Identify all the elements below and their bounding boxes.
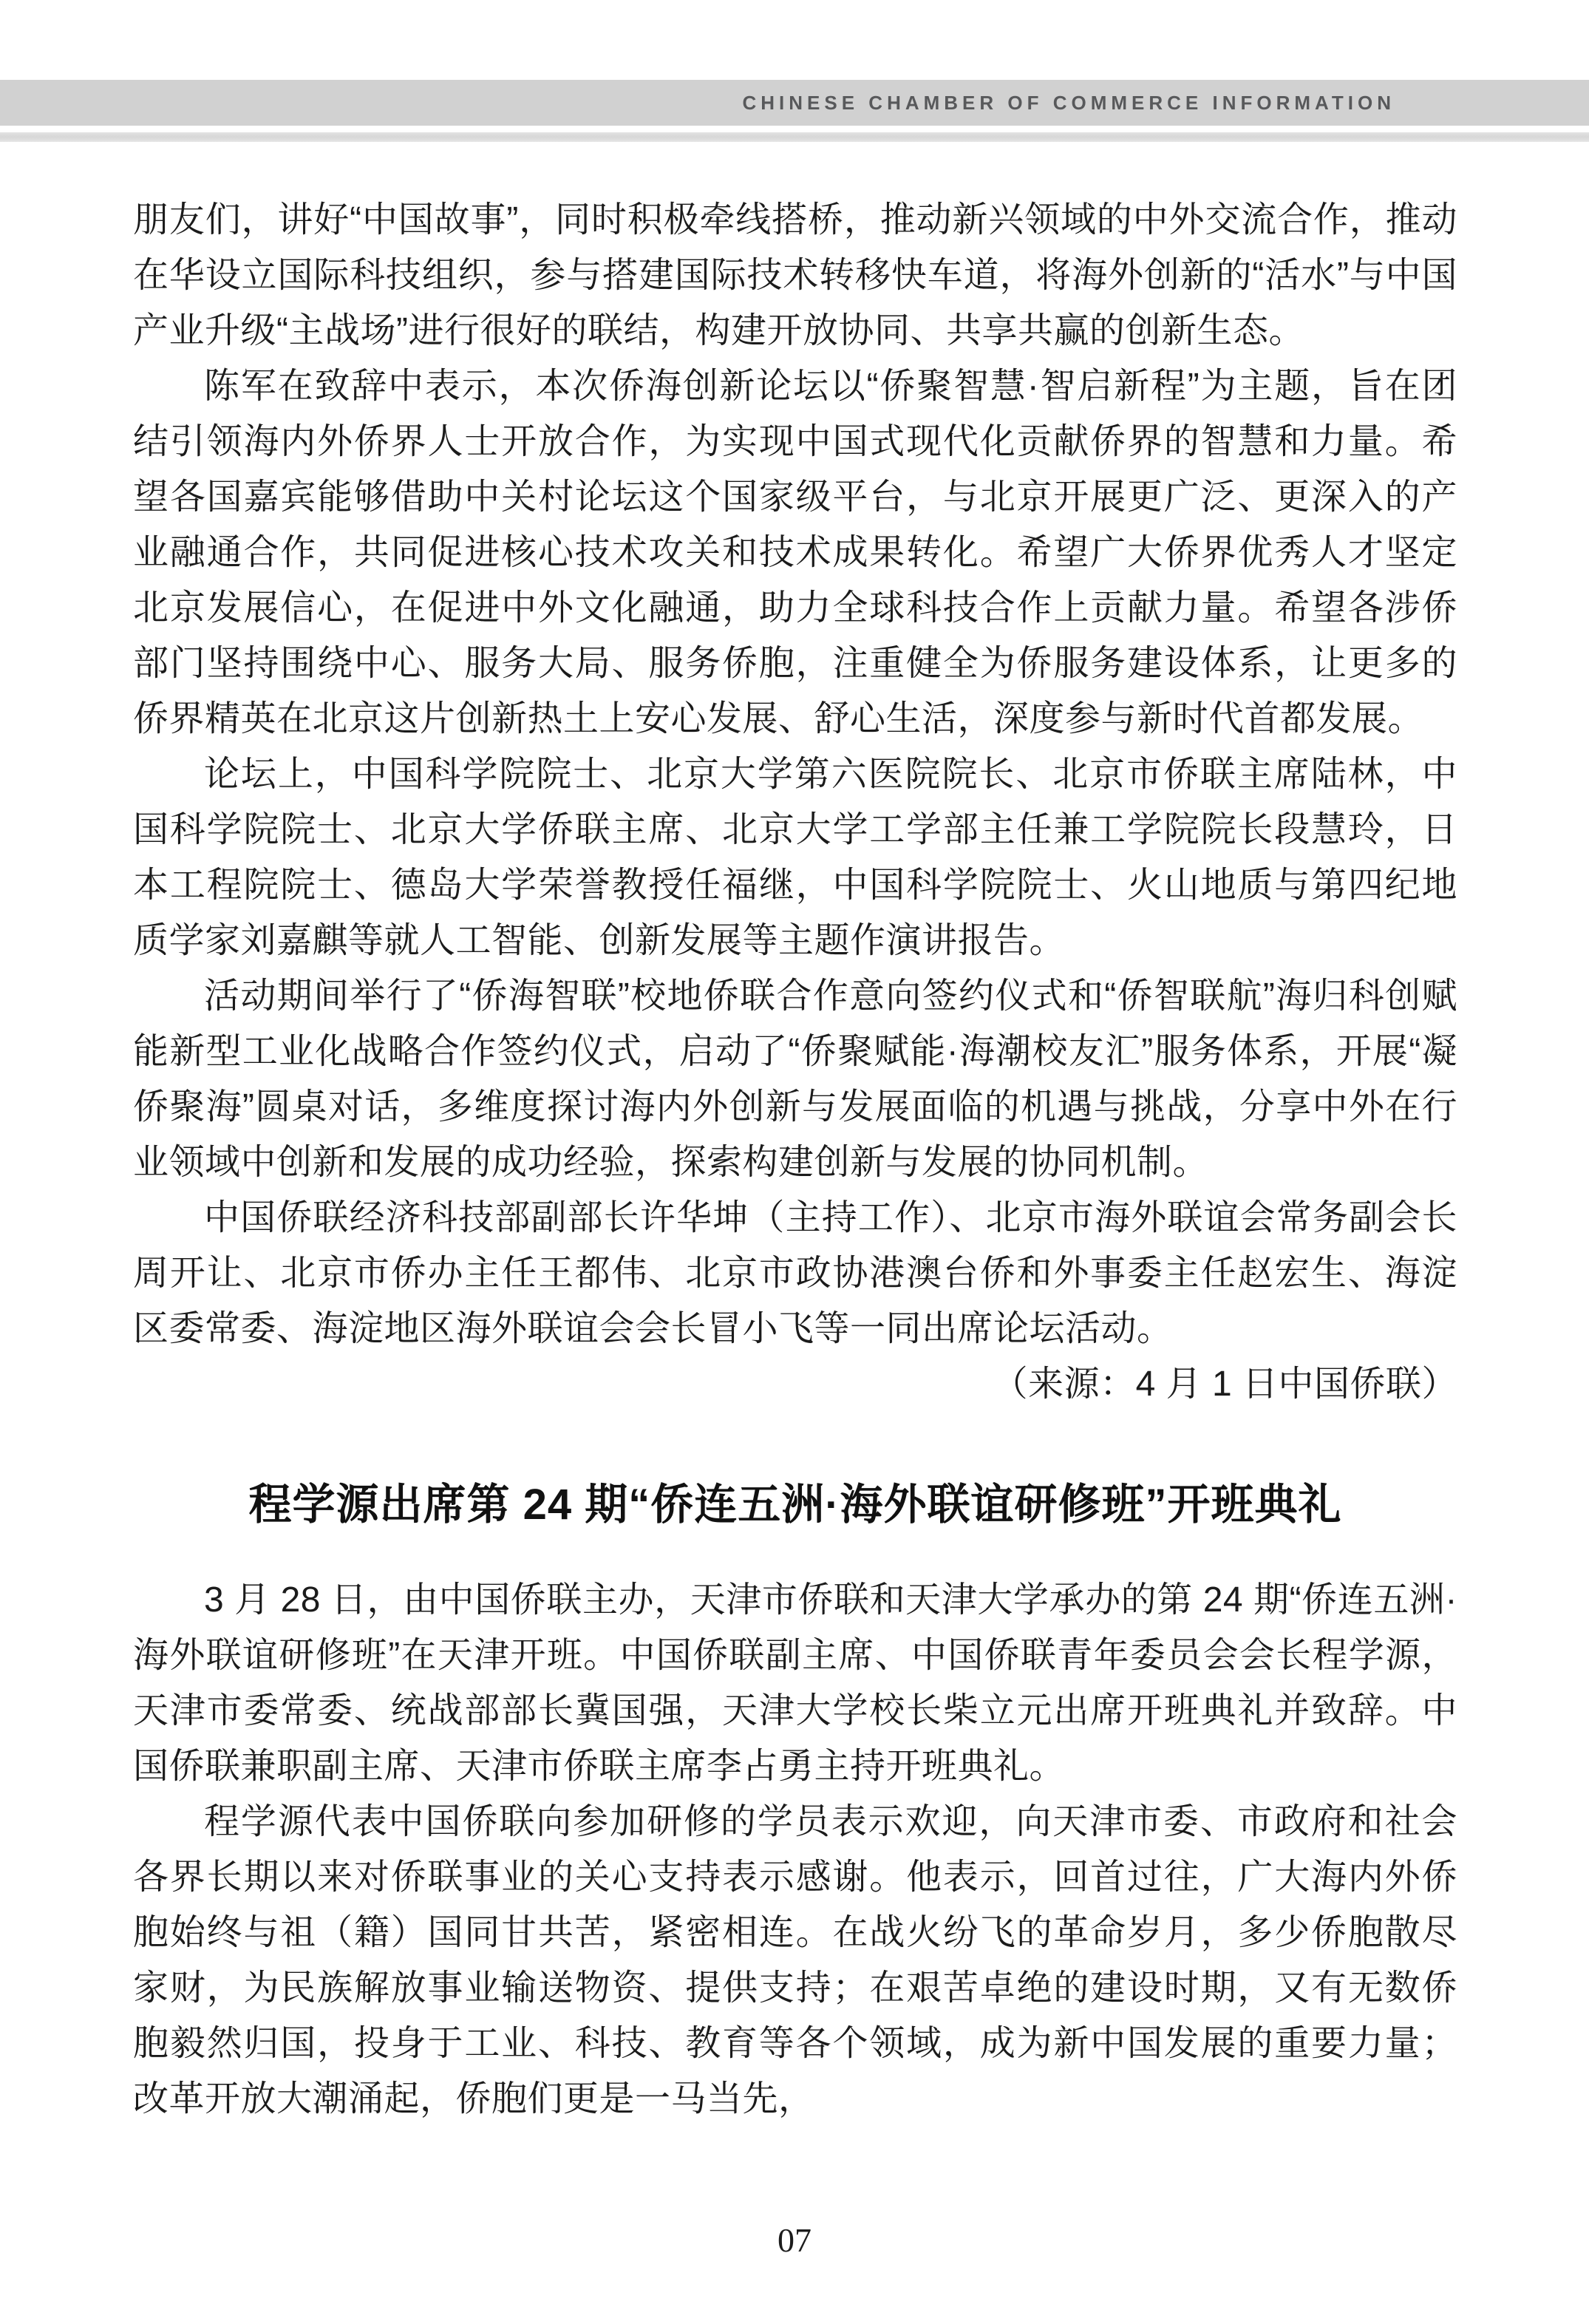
document-page [0, 80, 1589, 2324]
header-accent-bar [0, 132, 1589, 142]
document-body [0, 192, 1589, 2127]
paragraph: 活动期间举行了“侨海智联”校地侨联合作意向签约仪式和“侨智联航”海归科创赋能新型工业化战略合作签约仪式，启动了“侨聚赋能·海潮校友汇”服务体系，开展“凝侨聚海”圆桌对话，多维度探讨海内外创新与发展面临的机遇与挑战，分享中外在行业领域中创新和发展的成功经验，探索构建创新与发展的协同机制。 [133, 976, 1457, 1182]
article-1 [133, 192, 1457, 1404]
paragraph: 3 月 28 日，由中国侨联主办，天津市侨联和天津大学承办的第 24 期“侨连五洲·海外联谊研修班”在天津开班。中国侨联副主席、中国侨联青年委员会会长程学源，天津市委常委、统战部部长冀国强，天津大学校长柴立元出席开班典礼并致辞。中国侨联兼职副主席、天津市侨联主席李占勇主持开班典礼。 [133, 1580, 1457, 1786]
header-banner-text: CHINESE CHAMBER OF COMMERCE INFORMATION [742, 91, 1395, 114]
article-2-title: 程学源出席第 24 期“侨连五洲·海外联谊研修班”开班典礼 [248, 1481, 1342, 1529]
source-note: （来源：4 月 1 日中国侨联） [992, 1365, 1457, 1404]
header-banner [0, 80, 1589, 126]
paragraph-text: 中国侨联经济科技部副部长许华坤（主持工作）、北京市海外联谊会常务副会长周开让、北京市侨办主任王都伟、北京市政协港澳台侨和外事委主任赵宏生、海淀区委常委、海淀地区海外联谊会会长冒小飞等一同出席论坛活动。 [133, 1198, 1457, 1348]
paragraph: 程学源代表中国侨联向参加研修的学员表示欢迎，向天津市委、市政府和社会各界长期以来对侨联事业的关心支持表示感谢。他表示，回首过往，广大海内外侨胞始终与祖（籍）国同甘共苦，紧密相连。在战火纷飞的革命岁月，多少侨胞散尽家财，为民族解放事业输送物资、提供支持；在艰苦卓绝的建设时期，又有无数侨胞毅然归国，投身于工业、科技、教育等各个领域，成为新中国发展的重要力量；改革开放大潮涌起，侨胞们更是一马当先， [133, 1802, 1457, 2119]
page-number: 07 [778, 2221, 811, 2259]
article-2 [133, 1473, 1457, 2127]
paragraph: 陈军在致辞中表示，本次侨海创新论坛以“侨聚智慧·智启新程”为主题，旨在团结引领海内外侨界人士开放合作，为实现中国式现代化贡献侨界的智慧和力量。希望各国嘉宾能够借助中关村论坛这个国家级平台，与北京开展更广泛、更深入的产业融通合作，共同促进核心技术攻关和技术成果转化。希望广大侨界优秀人才坚定北京发展信心，在促进中外文化融通，助力全球科技合作上贡献力量。希望各涉侨部门坚持围绕中心、服务大局、服务侨胞，注重健全为侨服务建设体系，让更多的侨界精英在北京这片创新热土上安心发展、舒心生活，深度参与新时代首都发展。 [133, 367, 1457, 738]
paragraph: 论坛上，中国科学院院士、北京大学第六医院院长、北京市侨联主席陆林，中国科学院院士、北京大学侨联主席、北京大学工学部主任兼工学院院长段慧玲，日本工程院院士、德岛大学荣誉教授任福继，中国科学院院士、火山地质与第四纪地质学家刘嘉麒等就人工智能、创新发展等主题作演讲报告。 [133, 755, 1457, 960]
paragraph: 朋友们，讲好“中国故事”，同时积极牵线搭桥，推动新兴领域的中外交流合作，推动在华设立国际科技组织，参与搭建国际技术转移快车道，将海外创新的“活水”与中国产业升级“主战场”进行很好的联结，构建开放协同、共享共赢的创新生态。 [133, 200, 1457, 350]
paragraph [133, 1190, 1457, 1404]
